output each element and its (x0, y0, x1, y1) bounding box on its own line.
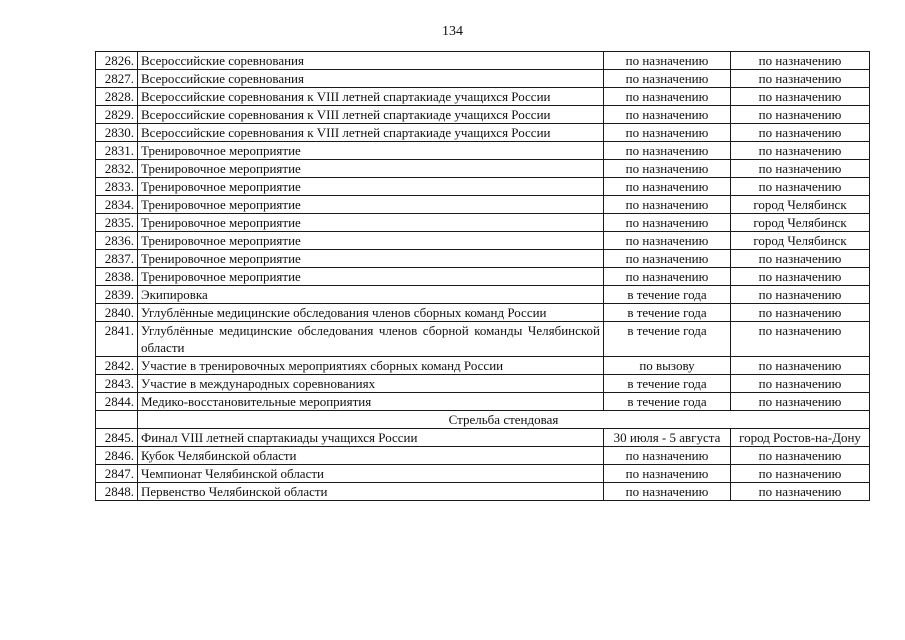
event-location-cell: по назначению (731, 393, 870, 411)
row-number-cell: 2827. (96, 70, 138, 88)
event-location-cell: город Челябинск (731, 196, 870, 214)
table-row (96, 465, 870, 483)
table-row (96, 304, 870, 322)
event-date-cell: по назначению (604, 52, 731, 70)
table-row (96, 375, 870, 393)
events-table-body (96, 52, 870, 501)
event-location-cell: по назначению (731, 124, 870, 142)
table-row (96, 214, 870, 232)
event-date-cell: в течение года (604, 322, 731, 357)
event-date-cell: в течение года (604, 375, 731, 393)
event-location-cell: по назначению (731, 268, 870, 286)
table-row (96, 322, 870, 357)
table-row (96, 232, 870, 250)
row-number-cell: 2844. (96, 393, 138, 411)
event-date-cell: по назначению (604, 483, 731, 501)
event-name-cell: Тренировочное мероприятие (138, 268, 604, 286)
event-date-cell: в течение года (604, 393, 731, 411)
event-location-cell: по назначению (731, 178, 870, 196)
row-number-cell: 2836. (96, 232, 138, 250)
event-name-cell: Всероссийские соревнования (138, 70, 604, 88)
event-name-cell: Экипировка (138, 286, 604, 304)
event-location-cell: по назначению (731, 52, 870, 70)
event-date-cell: по вызову (604, 357, 731, 375)
row-number-cell: 2847. (96, 465, 138, 483)
event-location-cell: по назначению (731, 106, 870, 124)
event-name-cell: Тренировочное мероприятие (138, 178, 604, 196)
event-name-cell: Участие в тренировочных мероприятиях сборных команд России (138, 357, 604, 375)
table-row (96, 483, 870, 501)
section-empty-cell (96, 411, 138, 429)
row-number-cell: 2826. (96, 52, 138, 70)
event-location-cell: по назначению (731, 142, 870, 160)
event-date-cell: по назначению (604, 178, 731, 196)
table-row (96, 357, 870, 375)
section-title: Стрельба стендовая (138, 411, 870, 429)
event-name-cell: Финал VIII летней спартакиады учащихся России (138, 429, 604, 447)
table-row (96, 52, 870, 70)
event-date-cell: по назначению (604, 196, 731, 214)
table-row (96, 393, 870, 411)
section-header-row (96, 411, 870, 429)
event-location-cell: по назначению (731, 483, 870, 501)
event-date-cell: по назначению (604, 465, 731, 483)
row-number-cell: 2830. (96, 124, 138, 142)
row-number-cell: 2838. (96, 268, 138, 286)
event-name-cell: Тренировочное мероприятие (138, 160, 604, 178)
event-date-cell: по назначению (604, 268, 731, 286)
table-row (96, 250, 870, 268)
event-location-cell: по назначению (731, 286, 870, 304)
table-row (96, 142, 870, 160)
events-table (95, 51, 870, 501)
row-number-cell: 2845. (96, 429, 138, 447)
row-number-cell: 2839. (96, 286, 138, 304)
row-number-cell: 2829. (96, 106, 138, 124)
table-row (96, 286, 870, 304)
event-name-cell: Участие в международных соревнованиях (138, 375, 604, 393)
table-row (96, 178, 870, 196)
event-name-cell: Тренировочное мероприятие (138, 214, 604, 232)
event-name-cell: Всероссийские соревнования к VIII летней спартакиаде учащихся России (138, 106, 604, 124)
event-location-cell: по назначению (731, 322, 870, 357)
event-name-cell: Чемпионат Челябинской области (138, 465, 604, 483)
event-date-cell: по назначению (604, 106, 731, 124)
event-name-cell: Всероссийские соревнования (138, 52, 604, 70)
event-name-cell: Углублённые медицинские обследования членов сборной команды Челябинской области (138, 322, 604, 357)
event-location-cell: по назначению (731, 465, 870, 483)
event-location-cell: по назначению (731, 250, 870, 268)
event-location-cell: по назначению (731, 447, 870, 465)
event-date-cell: по назначению (604, 250, 731, 268)
event-location-cell: город Челябинск (731, 232, 870, 250)
event-name-cell: Углублённые медицинские обследования членов сборных команд России (138, 304, 604, 322)
event-date-cell: по назначению (604, 124, 731, 142)
event-date-cell: по назначению (604, 232, 731, 250)
row-number-cell: 2837. (96, 250, 138, 268)
event-location-cell: по назначению (731, 357, 870, 375)
row-number-cell: 2842. (96, 357, 138, 375)
event-location-cell: по назначению (731, 375, 870, 393)
event-name-cell: Первенство Челябинской области (138, 483, 604, 501)
table-row (96, 106, 870, 124)
event-date-cell: по назначению (604, 160, 731, 178)
event-name-cell: Тренировочное мероприятие (138, 250, 604, 268)
table-row (96, 160, 870, 178)
row-number-cell: 2834. (96, 196, 138, 214)
table-row (96, 429, 870, 447)
event-date-cell: 30 июля - 5 августа (604, 429, 731, 447)
row-number-cell: 2833. (96, 178, 138, 196)
event-location-cell: город Челябинск (731, 214, 870, 232)
event-date-cell: по назначению (604, 88, 731, 106)
event-name-cell: Кубок Челябинской области (138, 447, 604, 465)
event-name-cell: Тренировочное мероприятие (138, 142, 604, 160)
page-number: 134 (442, 24, 463, 39)
table-row (96, 88, 870, 106)
row-number-cell: 2835. (96, 214, 138, 232)
event-location-cell: по назначению (731, 304, 870, 322)
table-row (96, 70, 870, 88)
event-location-cell: по назначению (731, 70, 870, 88)
event-date-cell: по назначению (604, 214, 731, 232)
event-location-cell: город Ростов-на-Дону (731, 429, 870, 447)
row-number-cell: 2828. (96, 88, 138, 106)
event-date-cell: по назначению (604, 142, 731, 160)
event-date-cell: по назначению (604, 70, 731, 88)
table-row (96, 196, 870, 214)
event-location-cell: по назначению (731, 160, 870, 178)
row-number-cell: 2840. (96, 304, 138, 322)
row-number-cell: 2843. (96, 375, 138, 393)
row-number-cell: 2831. (96, 142, 138, 160)
table-row (96, 124, 870, 142)
table-row (96, 447, 870, 465)
event-name-cell: Всероссийские соревнования к VIII летней спартакиаде учащихся России (138, 88, 604, 106)
event-date-cell: в течение года (604, 286, 731, 304)
row-number-cell: 2848. (96, 483, 138, 501)
event-date-cell: по назначению (604, 447, 731, 465)
row-number-cell: 2832. (96, 160, 138, 178)
event-location-cell: по назначению (731, 88, 870, 106)
row-number-cell: 2846. (96, 447, 138, 465)
row-number-cell: 2841. (96, 322, 138, 357)
event-name-cell: Медико-восстановительные мероприятия (138, 393, 604, 411)
event-name-cell: Тренировочное мероприятие (138, 196, 604, 214)
event-name-cell: Всероссийские соревнования к VIII летней спартакиаде учащихся России (138, 124, 604, 142)
table-row (96, 268, 870, 286)
event-name-cell: Тренировочное мероприятие (138, 232, 604, 250)
event-date-cell: в течение года (604, 304, 731, 322)
